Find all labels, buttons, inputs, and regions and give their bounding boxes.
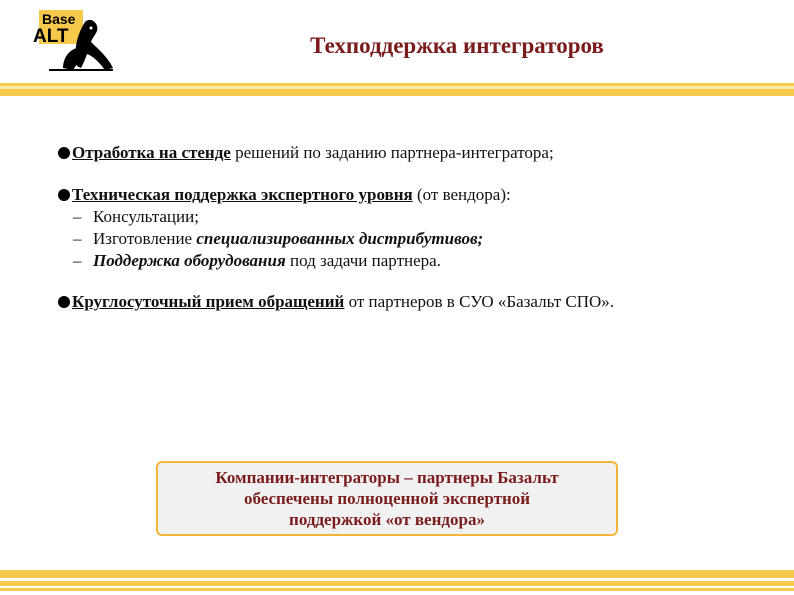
bullet-dot-icon [58, 189, 70, 201]
bullet-3-lead: Круглосуточный прием обращений [72, 292, 345, 311]
callout-box [156, 461, 618, 536]
bullet-dot-icon [58, 147, 70, 159]
bullet-dot-icon [58, 296, 70, 308]
bullet-2-text: (от вендора): [412, 185, 511, 204]
bullet-item-1 [58, 142, 778, 164]
callout-line-1: Компании-интеграторы – партнеры Базальт [215, 468, 559, 487]
sub-item-3-text: под задачи партнера. [285, 251, 441, 270]
logo-text-alt: ALT [33, 26, 69, 47]
slide-body [58, 142, 778, 313]
dash-icon: – [73, 207, 82, 226]
logo-text-base: Base [42, 11, 76, 27]
bullet-2-lead: Техническая поддержка экспертного уровня [72, 185, 413, 204]
sub-item-3-emphasis: Поддержка оборудования [93, 251, 286, 270]
callout-line-2: обеспечены полноценной экспертной [243, 489, 531, 508]
bullet-item-2 [58, 184, 778, 206]
bullet-1-text: решений по заданию партнера-интегратора; [230, 143, 554, 162]
sub-item-consult [73, 206, 778, 228]
bullet-1-lead: Отработка на стенде [72, 143, 231, 162]
top-yellow-band [0, 83, 794, 96]
sub-item-distro [73, 228, 778, 250]
sub-item-hardware [73, 250, 778, 272]
bullet-3-text: от партнеров в СУО «Базальт СПО». [344, 292, 615, 311]
page-title: Техподдержка интеграторов [310, 33, 604, 58]
sub-item-2-emphasis: специализированных дистрибутивов; [196, 229, 484, 248]
bottom-yellow-band [0, 570, 794, 592]
sub-item-1-text: Консультации; [93, 207, 199, 226]
dash-icon: – [73, 229, 82, 248]
bullet-item-3 [58, 291, 778, 313]
callout-line-3: поддержкой «от вендора» [289, 510, 485, 529]
basealt-logo [33, 8, 115, 74]
dash-icon: – [73, 251, 82, 270]
sub-item-2-text: Изготовление [93, 229, 197, 248]
